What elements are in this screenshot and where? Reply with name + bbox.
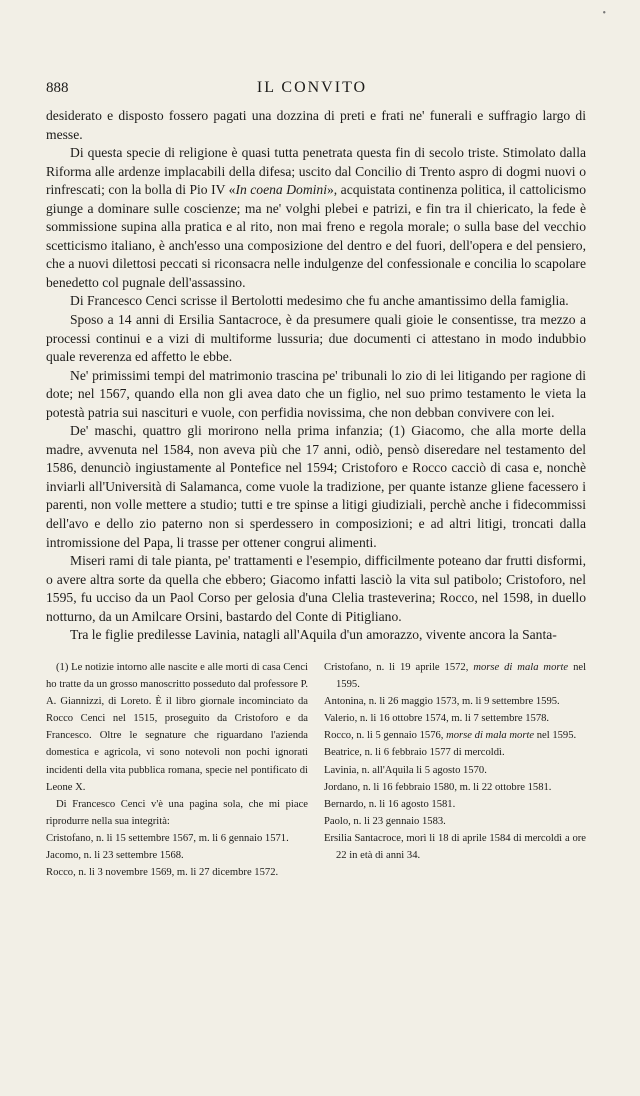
paragraph: Sposo a 14 anni di Ersilia Santacroce, è da presumere quali gioie le consentisse, tra mezzo a processi continui e a vizi di multiforme lussuria; due documenti ci attestano in modo indubbio quale reverenza ed affetto le ebbe.	[46, 312, 586, 365]
footnote-entry: Paolo, n. li 23 gennaio 1583.	[324, 815, 446, 827]
paragraph: Miseri rami di tale pianta, pe' trattamenti e l'esempio, difficilmente poteano dar frutti disformi, o avere altra sorte da quella che ebbero; Giacomo infatti lasciò la vita sul patibolo; Cristoforo, nel 1595, fu ucciso da un Paol Corso per gelosia d'una Clelia trasteverina; Rocco, nel 1598, in duello notturno, da un Amilcare Orsini, bastardo del Conte di Pitigliano.	[46, 553, 586, 624]
footnote-entry: Bernardo, n. li 16 agosto 1581.	[324, 798, 456, 810]
text-run: nel 1595.	[534, 730, 577, 742]
footnote-entry: Antonina, n. li 26 maggio 1573, m. li 9 settembre 1595.	[324, 696, 560, 708]
page-number: 888	[46, 80, 69, 96]
footnote-entry: Valerio, n. li 16 ottobre 1574, m. li 7 settembre 1578.	[324, 713, 550, 725]
paragraph: Di Francesco Cenci scrisse il Bertolotti medesimo che fu anche amantissimo della famiglia.	[70, 293, 569, 309]
footnote-entry: Cristofano, n. li 15 settembre 1567, m. li 6 gennaio 1571.	[46, 832, 289, 844]
text-run: », acquistata continenza politica, il cattolicismo giunge a dominare sulle coscienze; ma ne' volghi plebei e patrizi, e fin tra il chiericato, la fede è sommissione supina alla pratica e al rito, non mai freno e regola morale; o sulla base del vecchio scetticismo italiano, è anch'esso una composizione del dentro e del fuori, dell'opera e del pensiero, che a nuovi dilettosi peccati si riconsacra nelle indulgenze del confessionale e concilia lo scapolare benedetto col pugnale dell'assassino.	[46, 182, 586, 290]
paragraph	[46, 144, 586, 292]
footnote-entry: Lavinia, n. all'Aquila li 5 agosto 1570.	[324, 764, 487, 776]
paragraph: Ne' primissimi tempi del matrimonio trascina pe' tribunali lo zio di lei litigando per ragione di dote; nel 1567, quando ella non gli avea dato che un figlio, nel suo primo testamento le vieta la potestà patria sui nascituri e vuole, con perfidia novissima, che non debban convivere con lei.	[46, 367, 586, 420]
footnote-entry: Ersilia Santacroce, morì li 18 di aprile 1584 di mercoldì a ore 22 in età di anni 34.	[324, 832, 586, 862]
corner-mark: •	[602, 8, 606, 19]
footnote-entry	[324, 727, 586, 744]
text-run: Rocco, n. li 5 gennaio 1576,	[324, 730, 447, 742]
footnote-intro-2: Di Francesco Cenci v'è una pagina sola, che mi piace riprodurre nella sua integrità:	[46, 798, 308, 827]
italic-note: morse di mala morte	[446, 730, 535, 742]
footnotes	[46, 659, 586, 881]
italic-note: morse di mala morte	[473, 662, 569, 673]
running-head: IL CONVITO	[256, 79, 368, 96]
footnote-intro: (1) Le notizie intorno alle nascite e alle morti di casa Cenci ho tratte da un grosso manoscritto posseduto dal professore P. A. Giannizzi, di Loreto. È il libro giornale incominciato da Rocco Cenci nel 1515, proseguito da Cristoforo e da Francesco. Oltre le segnature che riguardano l'azienda domestica e agricola, vi sono notevoli non pochi ignorati incidenti della vita pubblica romana, specie nel pontificato di Leone X.	[46, 662, 308, 793]
page-header	[46, 80, 578, 100]
main-text	[46, 107, 586, 645]
text-run: Di questa specie di religione è quasi tutta penetrata questa fin di secolo triste. Stimolato dalla Riforma alle ardenze implacabili della difesa; uscito dal Concilio di Trento aspro di dogmi nuovi o rinfrescati; con la bolla di Pio IV «	[46, 145, 586, 198]
footnote-entry: Jordano, n. li 16 febbraio 1580, m. li 22 ottobre 1581.	[324, 781, 552, 793]
footnote-entry: Rocco, n. li 3 novembre 1569, m. li 27 dicembre 1572.	[46, 867, 279, 879]
text-run: nel 1595.	[336, 662, 587, 691]
italic-title: In coena Domini	[235, 182, 327, 198]
footnote-left-column	[46, 659, 308, 881]
footnote-entry	[324, 659, 586, 693]
text-run: Cristofano, n. li 19 aprile 1572,	[324, 662, 474, 673]
paragraph: Tra le figlie predilesse Lavinia, natagli all'Aquila d'un amorazzo, vivente ancora la Santa-	[70, 627, 557, 643]
paragraph: desiderato e disposto fossero pagati una dozzina di preti e frati ne' funerali e suffragio largo di messe.	[46, 108, 586, 142]
footnote-entry: Beatrice, n. li 6 febbraio 1577 di mercoldì.	[324, 747, 505, 759]
footnote-right-column	[324, 659, 586, 881]
footnote-entry: Jacomo, n. li 23 settembre 1568.	[46, 850, 184, 862]
paragraph: De' maschi, quattro gli morirono nella prima infanzia; (1) Giacomo, che alla morte della madre, avvenuta nel 1584, non aveva più che 17 anni, odiò, pensò diseredare nel testamento del 1586, denunciò ingiustamente al Pontefice nel 1594; Cristoforo e Rocco cacciò di casa e, nonchè inviarli all'Università di Salamanca, come vuole la tradizione, per quante istanze gliene facessero i parenti, non volle mettere a studio; tutti e tre spinse a litigi giudiziali, perchè anche i fidecommissi dell'avo e dello zio paterno non si sperdessero in composizioni; e ad altri litigi, troncati dalla intromissione del Papa, li trasse per ottener congrui alimenti.	[46, 423, 586, 550]
